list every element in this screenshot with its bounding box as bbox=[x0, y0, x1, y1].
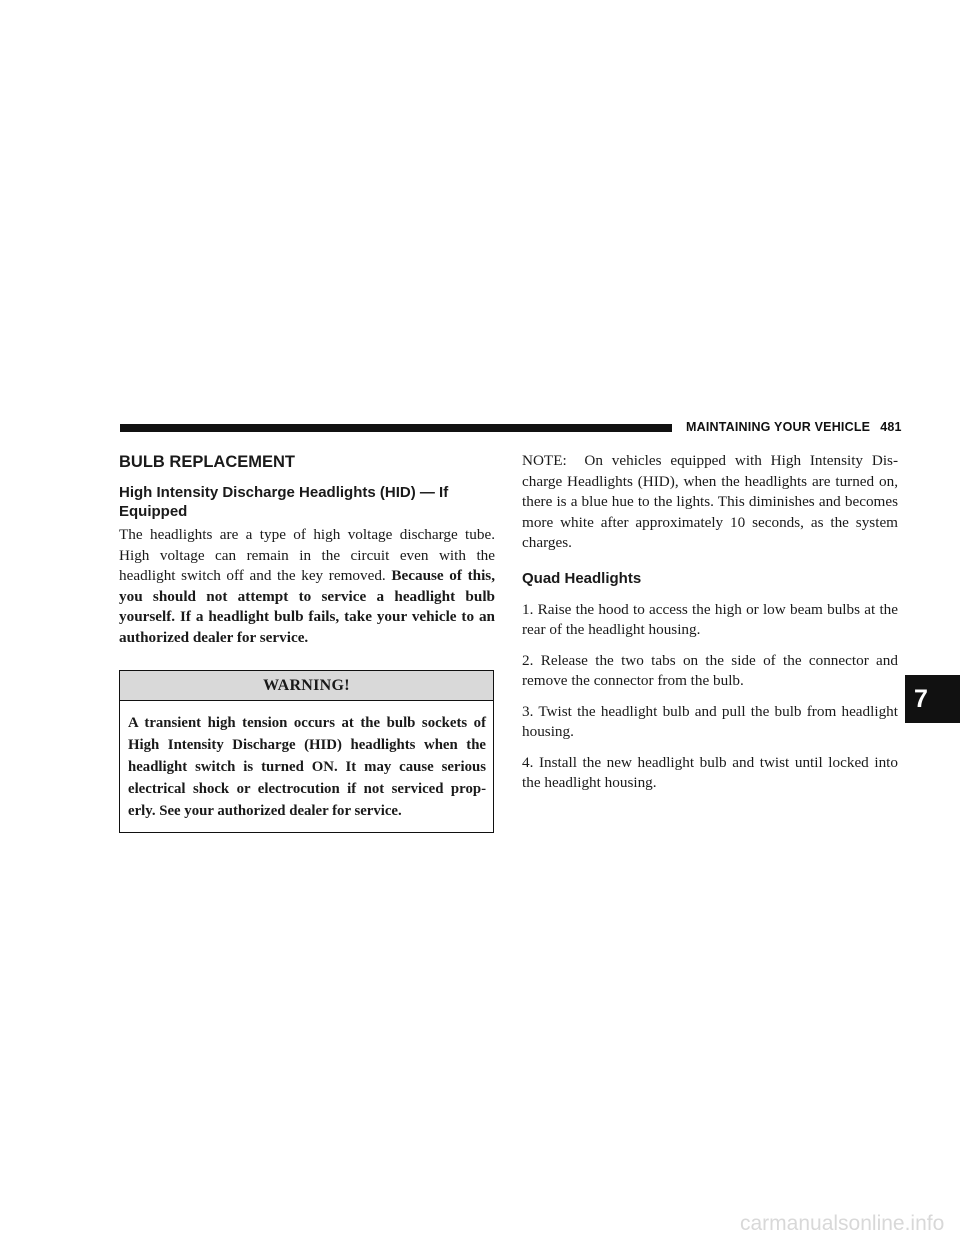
section-heading: BULB REPLACEMENT bbox=[119, 453, 295, 471]
step-2: 2. Release the two tabs on the side of the connector and remove the connector from the bulb. bbox=[522, 651, 898, 689]
warning-title: WARNING! bbox=[120, 671, 493, 701]
section-title: MAINTAINING YOUR VEHICLE bbox=[686, 420, 871, 434]
warning-box bbox=[119, 670, 494, 833]
header-rule bbox=[120, 424, 672, 432]
hid-paragraph bbox=[119, 525, 495, 648]
chapter-tab: 7 bbox=[905, 675, 960, 723]
note-text: On vehicles equipped with High Intensity Dis- charge Headlights (HID), when the headlights are turned on, there is a blue hue to the lights. This diminishes and becomes more white after approximately 10 seconds, as the system charges. bbox=[522, 452, 899, 551]
right-column bbox=[522, 452, 898, 794]
page-number: 481 bbox=[880, 420, 902, 434]
left-column bbox=[119, 452, 495, 833]
quad-subheading: Quad Headlights bbox=[522, 569, 642, 587]
step-4: 4. Install the new headlight bulb and twist until locked into the headlight housing. bbox=[522, 753, 898, 791]
watermark: carmanualsonline.info bbox=[740, 1212, 945, 1235]
note-label: NOTE: bbox=[522, 452, 567, 469]
step-3: 3. Twist the headlight bulb and pull the bulb from headlight housing. bbox=[522, 702, 898, 740]
hid-paragraph-plain: The headlights are a type of high voltage discharge tube. High voltage can remain in the circuit even with the headlight switch off and the key removed. bbox=[119, 526, 495, 584]
hid-paragraph-bold: Because of this, you should not attempt to service a headlight bulb yourself. If a headlight bulb fails, take your vehicle to an authorized dealer for service. bbox=[119, 567, 496, 646]
note-paragraph bbox=[522, 451, 898, 554]
warning-body: A transient high tension occurs at the bulb sockets of High Intensity Discharge (HID) headlights when the headlight switch is turned ON. It may cause serious electrical shock or electrocution if not serviced prop- erly. See your authorized dealer for service. bbox=[128, 715, 486, 819]
step-1: 1. Raise the hood to access the high or low beam bulbs at the rear of the headlight housing. bbox=[522, 600, 898, 638]
hid-subheading: High Intensity Discharge Headlights (HID) — If Equipped bbox=[119, 484, 449, 520]
running-header bbox=[686, 420, 902, 434]
